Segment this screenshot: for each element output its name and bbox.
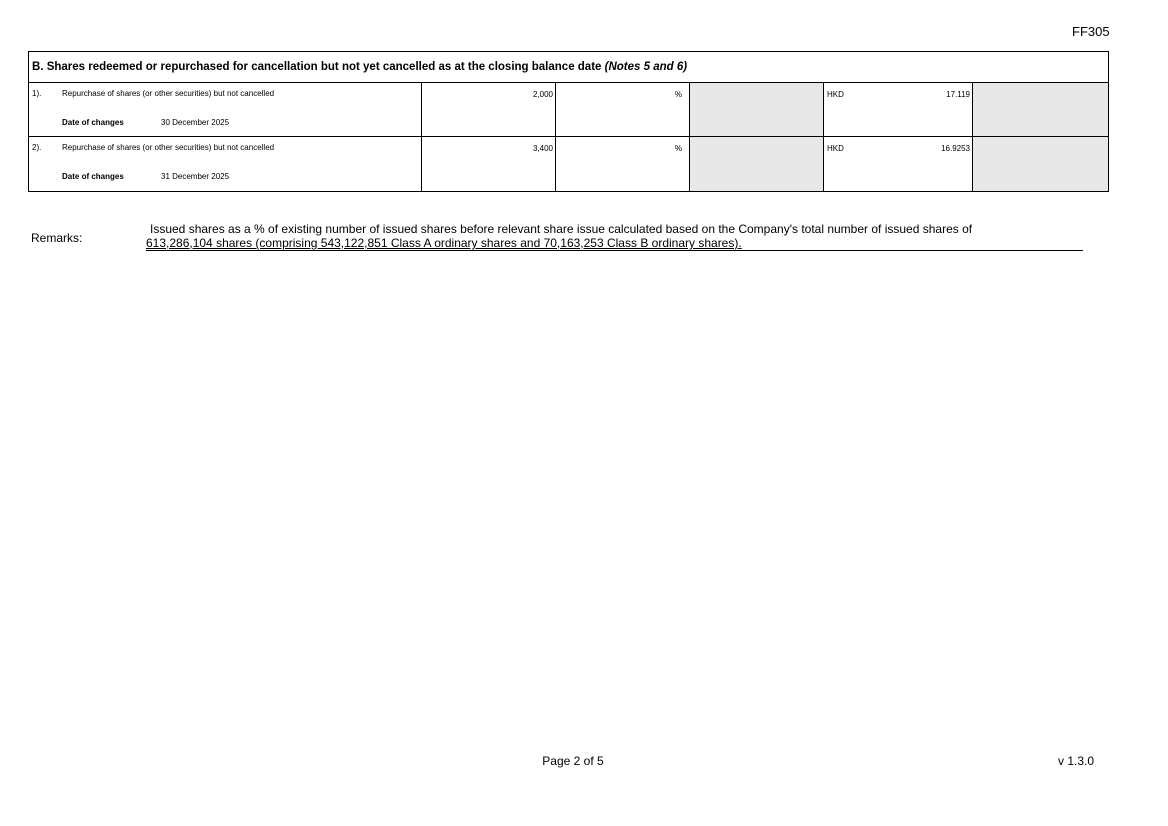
description-cell [29, 83, 422, 136]
remarks-text [146, 222, 1083, 251]
table-row [29, 137, 1108, 191]
shaded-cell [973, 137, 1108, 191]
percent-sign: % [674, 144, 682, 153]
percent-sign: % [674, 90, 682, 99]
date-label: Date of changes [62, 172, 124, 181]
price-value: 16.9253 [941, 144, 970, 153]
shaded-cell [690, 83, 824, 136]
percent-cell [556, 83, 690, 136]
date-value: 31 December 2025 [161, 172, 230, 181]
quantity-value: 2,000 [532, 90, 553, 99]
price-cell [824, 83, 973, 136]
currency: HKD [827, 144, 844, 153]
remarks-line-1: Issued shares as a % of existing number of issued shares before relevant share issue calculated based on the Company's total number of issued shares of [150, 222, 973, 236]
percent-cell [556, 137, 690, 191]
row-index: 2). [32, 143, 42, 152]
description-cell [29, 137, 422, 191]
date-label: Date of changes [62, 118, 124, 127]
currency: HKD [827, 90, 844, 99]
table-row [29, 83, 1108, 137]
price-cell [824, 137, 973, 191]
shaded-cell [973, 83, 1108, 136]
shaded-cell [690, 137, 824, 191]
date-value: 30 December 2025 [161, 118, 230, 127]
row-index: 1). [32, 89, 42, 98]
price-value: 17.119 [946, 90, 970, 99]
row-description: Repurchase of shares (or other securities) but not cancelled [62, 89, 275, 98]
version-label: v 1.3.0 [1058, 754, 1095, 768]
section-b-table [28, 51, 1109, 192]
quantity-cell [422, 137, 556, 191]
quantity-value: 3,400 [532, 144, 553, 153]
section-title-notes: (Notes 5 and 6) [604, 61, 688, 73]
quantity-cell [422, 83, 556, 136]
row-description: Repurchase of shares (or other securities) but not cancelled [62, 143, 275, 152]
page-number: Page 2 of 5 [542, 754, 604, 768]
remarks-label: Remarks: [31, 231, 83, 245]
form-code: FF305 [1072, 24, 1110, 39]
section-title [29, 52, 1108, 83]
remarks-line-2: 613,286,104 shares (comprising 543,122,851 Class A ordinary shares and 70,163,253 Class B ordinary shares). [146, 236, 742, 250]
section-title-text: B. Shares redeemed or repurchased for cancellation but not yet cancelled as at the closing balance date [32, 61, 602, 73]
